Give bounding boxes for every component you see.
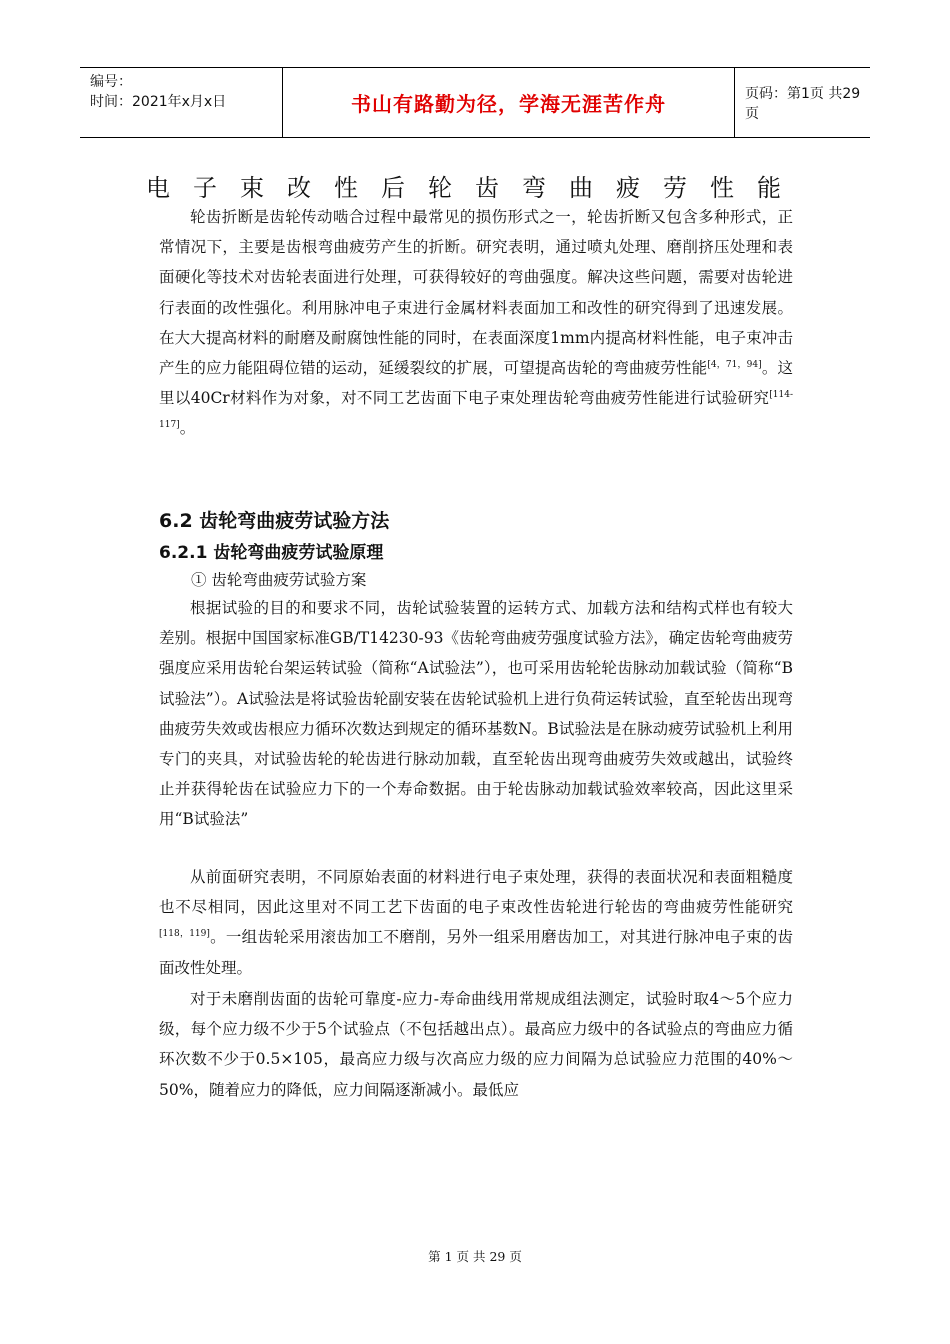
stress-level-paragraph: 对于未磨削齿面的齿轮可靠度-应力-寿命曲线用常规成组法测定，试验时取4～5个应力级，每个应力级不少于5个试验点（不包括越出点）。最高应力级中的各试验点的弯曲应力循环次数不少于0.5×105，最高应力级与次高应力级的应力间隔为总试验应力范围的40%～50%，随着应力的降低，应力间隔逐渐减小。最低应 (159, 990, 793, 1099)
header-meta (80, 68, 283, 137)
intro-text-1: 轮齿折断是齿轮传动啮合过程中最常见的损伤形式之一，轮齿折断又包含多种形式，正常情况下，主要是齿根弯曲疲劳产生的折断。研究表明，通过喷丸处理、磨削挤压处理和表面硬化等技术对齿轮表面进行处理，可获得较好的弯曲强度。解决这些问题，需要对齿轮进行表面的改性强化。利用脉冲电子束进行金属材料表面加工和改性的研究得到了迅速发展。在大大提高材料的耐磨及耐腐蚀性能的同时，在表面深度1mm内提高材料性能，电子束冲击产生的应力能阻碍位错的运动，延缓裂纹的扩展，可望提高齿轮的弯曲疲劳性能 (159, 208, 793, 378)
method-paragraph: 根据试验的目的和要求不同，齿轮试验装置的运转方式、加载方法和结构式样也有较大差别。根据中国国家标准GB/T14230-93《齿轮弯曲疲劳强度试验方法》，确定齿轮弯曲疲劳强度应采用齿轮台架运转试验（简称“A试验法”），也可采用齿轮轮齿脉动加载试验（简称“B试验法”）。A试验法是将试验齿轮副安装在齿轮试验机上进行负荷运转试验，直至轮齿出现弯曲疲劳失效或齿根应力循环次数达到规定的循环基数N。B试验法是在脉动疲劳试验机上利用专门的夹具，对试验齿轮的轮齿进行脉动加载，直至轮齿出现弯曲疲劳失效或越出，试验终止并获得轮齿在试验应力下的一个寿命数据。由于轮齿脉动加载试验效率较高，因此这里采用“B试验法” (159, 599, 793, 829)
page-header (80, 67, 870, 138)
subsection-heading: 6.2.1 齿轮弯曲疲劳试验原理 (159, 543, 384, 563)
intro-paragraph (159, 202, 793, 444)
header-motto-cell (283, 68, 735, 137)
section-heading: 6.2 齿轮弯曲疲劳试验方法 (159, 510, 390, 532)
item-heading: ① 齿轮弯曲疲劳试验方案 (191, 571, 367, 589)
previous-research-paragraph (159, 862, 793, 983)
intro-text-2: 。这里以40Cr材料作为对象，对不同工艺齿面下电子束处理齿轮弯曲疲劳性能进行试验研究 (159, 359, 793, 408)
page-footer: 第 1 页 共 29 页 (428, 1249, 522, 1264)
citation-ref: [114-117] (159, 390, 793, 431)
number-label: 编号： (90, 74, 132, 90)
document-title: 电子束改性后轮齿弯曲疲劳性能 (146, 174, 804, 202)
prev-text-1: 从前面研究表明，不同原始表面的材料进行电子束处理，获得的表面状况和表面粗糙度也不尽相同，因此这里对不同工艺下齿面的电子束改性齿轮进行轮齿的弯曲疲劳性能研究 (159, 868, 793, 917)
citation-ref: [4，71，94] (707, 359, 762, 370)
time-label: 时间：2021年x月x日 (90, 94, 227, 110)
prev-text-2: 。一组齿轮采用滚齿加工不磨削，另外一组采用磨齿加工，对其进行脉冲电子束的齿面改性处理。 (159, 928, 793, 977)
header-motto: 书山有路勤为径，学海无涯苦作舟 (351, 92, 666, 116)
citation-ref: [118，119] (159, 929, 210, 940)
intro-text-3: 。 (179, 419, 196, 438)
header-page-info: 页码：第1页 共29页 (745, 85, 861, 122)
